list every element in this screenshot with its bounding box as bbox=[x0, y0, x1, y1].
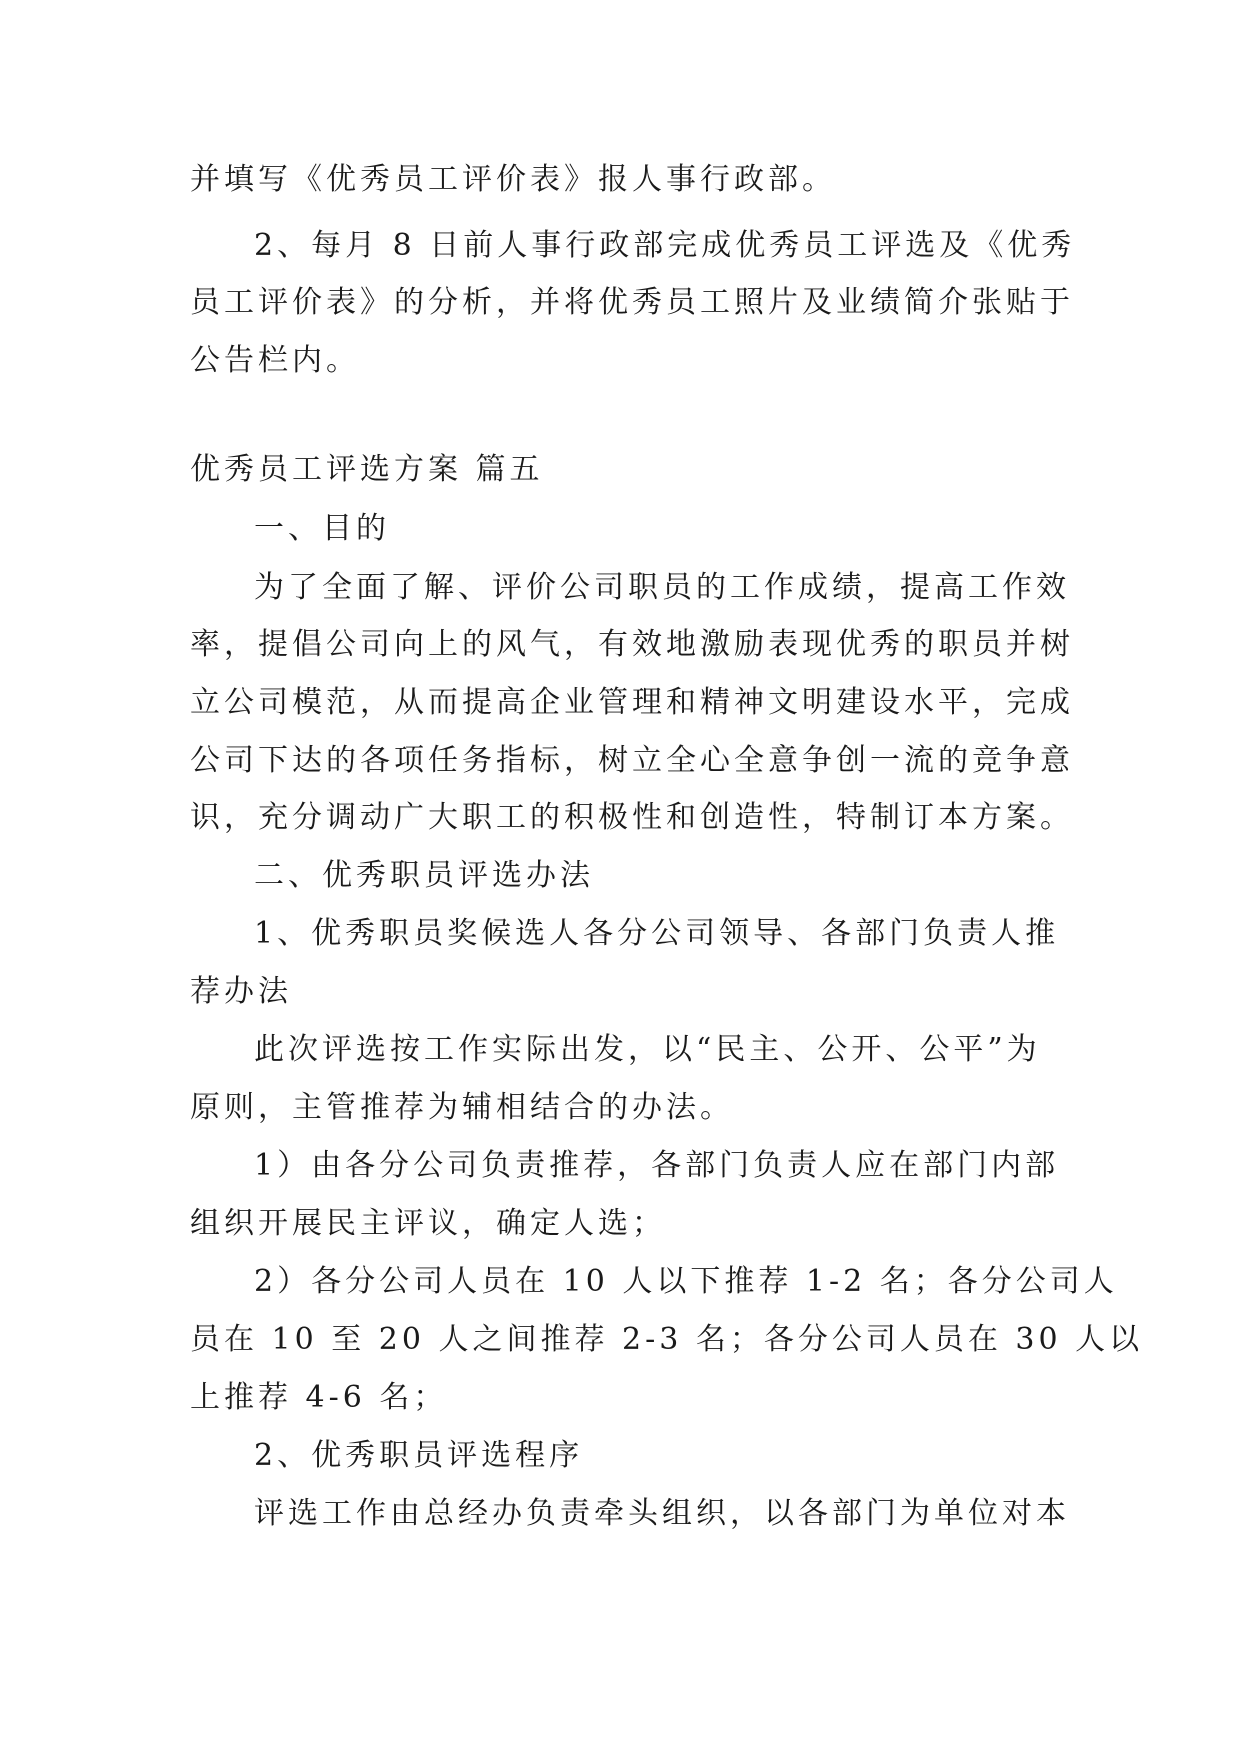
body-text-line: 原则，主管推荐为辅相结合的办法。 bbox=[190, 1090, 734, 1125]
section-heading: 优秀员工评选方案 篇五 bbox=[190, 452, 544, 487]
body-text-line: 公告栏内。 bbox=[190, 343, 360, 378]
body-text-line: 员在 10 至 20 人之间推荐 2-3 名；各分公司人员在 30 人以 bbox=[190, 1322, 1144, 1357]
body-text-line: 组织开展民主评议，确定人选； bbox=[190, 1206, 666, 1241]
body-text-line: 立公司模范，从而提高企业管理和精神文明建设水平，完成 bbox=[190, 685, 1074, 720]
subheading: 2、优秀职员评选程序 bbox=[254, 1438, 584, 1473]
subheading: 二、优秀职员评选办法 bbox=[254, 858, 594, 893]
body-text-line: 1）由各分公司负责推荐，各部门负责人应在部门内部 bbox=[254, 1148, 1060, 1183]
body-text-line: 荐办法 bbox=[190, 974, 292, 1009]
body-text-line: 2）各分公司人员在 10 人以下推荐 1-2 名；各分公司人 bbox=[254, 1264, 1118, 1299]
subheading: 一、目的 bbox=[254, 511, 390, 546]
body-text-line: 上推荐 4-6 名； bbox=[190, 1380, 448, 1415]
body-text-line: 评选工作由总经办负责牵头组织，以各部门为单位对本 bbox=[254, 1496, 1070, 1531]
body-text-line: 公司下达的各项任务指标，树立全心全意争创一流的竞争意 bbox=[190, 743, 1074, 778]
body-text-line: 并填写《优秀员工评价表》报人事行政部。 bbox=[190, 162, 836, 197]
body-text-line: 为了全面了解、评价公司职员的工作成绩，提高工作效 bbox=[254, 570, 1070, 605]
body-text-line: 员工评价表》的分析，并将优秀员工照片及业绩简介张贴于 bbox=[190, 285, 1074, 320]
body-text-line: 识，充分调动广大职工的积极性和创造性，特制订本方案。 bbox=[190, 800, 1074, 835]
body-text-line: 2、每月 8 日前人事行政部完成优秀员工评选及《优秀 bbox=[254, 228, 1076, 263]
body-text-line: 率，提倡公司向上的风气，有效地激励表现优秀的职员并树 bbox=[190, 627, 1074, 662]
body-text-line: 1、优秀职员奖候选人各分公司领导、各部门负责人推 bbox=[254, 916, 1060, 951]
body-text-line: 此次评选按工作实际出发，以“民主、公开、公平”为 bbox=[254, 1032, 1041, 1067]
